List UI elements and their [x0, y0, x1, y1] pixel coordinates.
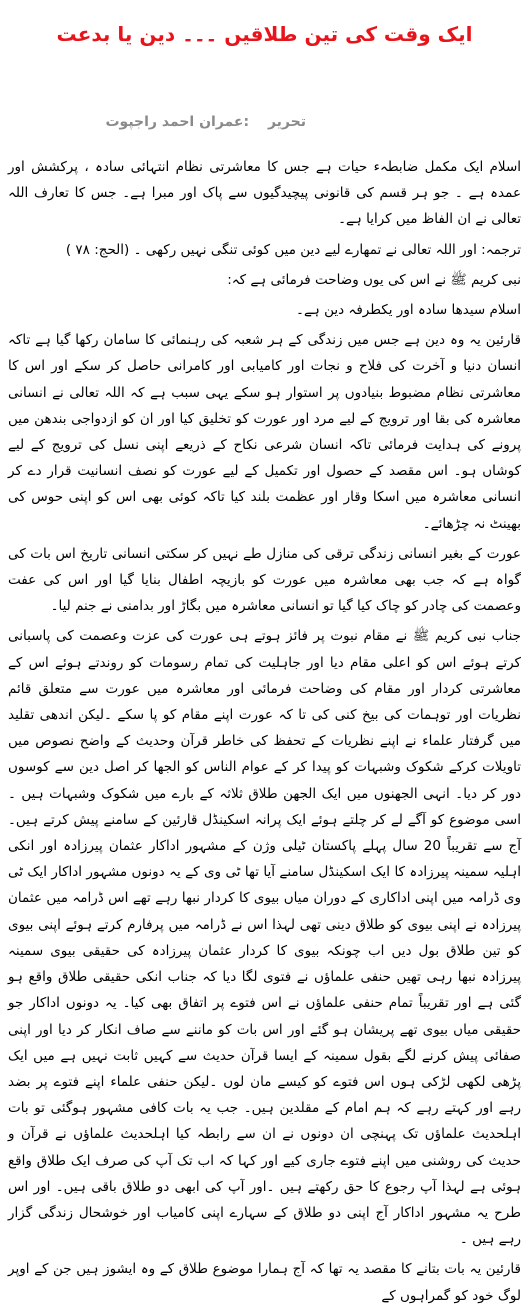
paragraph-hadith: اسلام سیدھا سادہ اور یکطرفہ دین ہے۔: [296, 302, 521, 319]
paragraph-scandal: جناب نبی کریم ﷺ نے مقام نبوت پر فائز ہوتے ہی عورت کی عزت وعصمت کی پاسبانی کرتے ہوئے اس کو اعلی مقام دیا اور جاہلیت کی تمام رسومات کو روندتے ہوئے اس کے معاشرتی کردار اور مقام کی وضاحت فرمائی اور معاشرہ میں عورت سے متعلق قائم نظریات اور توہمات کی بیخ کنی کی تا کہ عورت اپنے مقام کو پا سکے ۔لیکن اندھی تقلید میں گرفتار علماء نے اپنے نظریات کے تحفظ کی خاطر قرآن وحدیث کے واضح نصوص میں تاویلات کرکے شکوک وشبہات کو پیدا کر کے عوام الناس کو الجھا کر اصل دین سے کوسوں دور کر دیا۔ انہی الجھنوں میں ایک الجھن طلاق ثلاثہ کے بارے میں شکوک وشبہات ہیں ۔اسی موضوع کو آگے لے کر چلتے ہوئے ایک پرانہ اسکینڈل قارئین کے سامنے پیش کرتے ہیں۔ آج سے تقریباً 20 سال پہلے پاکستان ٹیلی وژن کے مشہور اداکار عثمان پیرزادہ اور انکی اہلیہ سمینہ پیرزادہ کا ایک اسکینڈل سامنے آیا تھا ٹی وی کے یہ دونوں مشہور اداکار ایک ٹی وی ڈرامہ میں اپنی اداکاری کے دوران میاں بیوی کا کردار نبھا رہے تھے اس ڈرامہ میں عثمان پیرزادہ نے اپنی بیوی کو طلاق دینی تھی لہذا اس نے ڈرامہ میں پرفارم کرتے ہوئے اپنی بیوی کو تین طلاق بول دیں اب چونکہ بیوی کا کردار عثمان پیرزادہ کی حقیقی بیوی سمینہ پیرزادہ نبھا رہی تھیں حنفی علماؤں نے فتوی لگا دیا کہ جناب انکی حقیقی طلاق واقع ہو گئی ہے اور تقریباً تمام حنفی علماؤں نے اس فتوے پر اتفاق بھی کیا۔ یہ دونوں اداکار جو حقیقی میاں بیوی تھے پریشان ہو گئے اور اس بات کو ماننے سے صاف انکار کر دیا اور اپنی صفائی پیش کرنے لگے بقول سمینہ کے ایسا قرآن حدیث سے کہیں ثابت نہیں ہے میں ایک پڑھی لکھی لڑکی ہوں اس فتوے کو کیسے مان لوں ۔لیکن حنفی علماء اپنے فتوے پر بضد رہے اور کہتے رہے کہ ہم امام کے مقلدین ہیں۔ جب یہ بات کافی مشہور ہوگئی تو بات اہلحدیث علماؤں تک پہنچی ان دونوں نے ان سے رابطہ کیا اہلحدیث علماؤں نے قرآن و حدیث کی روشنی میں اپنے فتوے جاری کیے اور کہا کہ اب تک آپ کی صرف ایک طلاق واقع ہوئی ہے لہذا آپ رجوع کا حق رکھتے ہیں ۔اور آپ کی ابھی دو طلاق باقی ہیں۔ اور اس طرح یہ مشہور اداکار آج اپنی دو طلاق کے سہارے اپنی کامیاب اور خوشحال زندگی گزار رہے ہیں ۔: [8, 628, 521, 1248]
paragraph-translation: ترجمہ: اور اللہ تعالی نے تمھارے لیے دین میں کوئی تنگی نہیں رکھی ۔ (الحج: ۷۸ ): [65, 241, 521, 258]
byline-author: :عمران احمد راجپوت: [105, 114, 250, 130]
byline: [8, 114, 521, 154]
paragraph-intro: اسلام ایک مکمل ضابطہء حیات ہے جس کا معاشرتی نظام انتہائی سادہ ، پرکشش اور عمدہ ہے ۔ جو ہر قسم کی قانونی پیچیدگیوں سے پاک اور مبرا ہے۔ جس کا تعارف اللہ تعالی نے ان الفاظ میں کرایا ہے۔: [8, 159, 521, 228]
paragraph-woman: عورت کے بغیر انسانی زندگی ترقی کی منازل طے نہیں کر سکتی انسانی تاریخ اس بات کی گواہ ہے کہ جب بھی معاشرہ میں عورت کو بازیچہ اطفال بنایا گیا اور اس کی عفت وعصمت کی چادر کو چاک کیا گیا تو انسانی معاشرہ میں بگاڑ اور بدامنی نے جنم لیا۔: [8, 545, 521, 615]
byline-label: تحریر: [267, 114, 306, 130]
paragraph-closing: قارئین یہ بات بتانے کا مقصد یہ تھا کہ آج ہمارا موضوع طلاق کے وہ ایشوز ہیں جن کے اوپر لوگ خود کو گمراہوں کے: [8, 1261, 521, 1304]
article-body: [8, 154, 521, 1309]
paragraph-hadith-intro: نبی کریم ﷺ نے اس کی یوں وضاحت فرمائی ہے کہ:: [227, 271, 521, 288]
article-title: ایک وقت کی تین طلاقیں ۔۔۔ دین یا بدعت: [56, 22, 473, 46]
paragraph-purpose: قارئین یہ وہ دین ہے جس میں زندگی کے ہر شعبہ کی رہنمائی کا سامان رکھا گیا ہے تاکہ انسان دنیا و آخرت کی فلاح و نجات اور کامیابی اور کامرانی حاصل کر سکے اور اس کا معاشرتی نظام مضبوط بنیادوں پر استوار ہو سکے یہی سبب ہے کہ اللہ تعالی نے انسانی معاشرہ کی بقا اور ترویج کے لیے مرد اور عورت کو تخلیق کیا اور ان کو ازدواجی بندھن میں پرونے کی ہدایت فرمائی تاکہ انسان شرعی نکاح کے ذریعے اپنی نسل کی ترویج کے لیے کوشاں ہو۔ اس مقصد کے حصول اور تکمیل کے لیے عورت کو نصف انسانیت قرار دے کر انسانی معاشرہ میں اسکا وقار اور عظمت بلند کیا تاکہ کوئی بھی اس کو اپنی حوس کی بھینٹ نہ چڑھائے۔: [8, 332, 521, 532]
